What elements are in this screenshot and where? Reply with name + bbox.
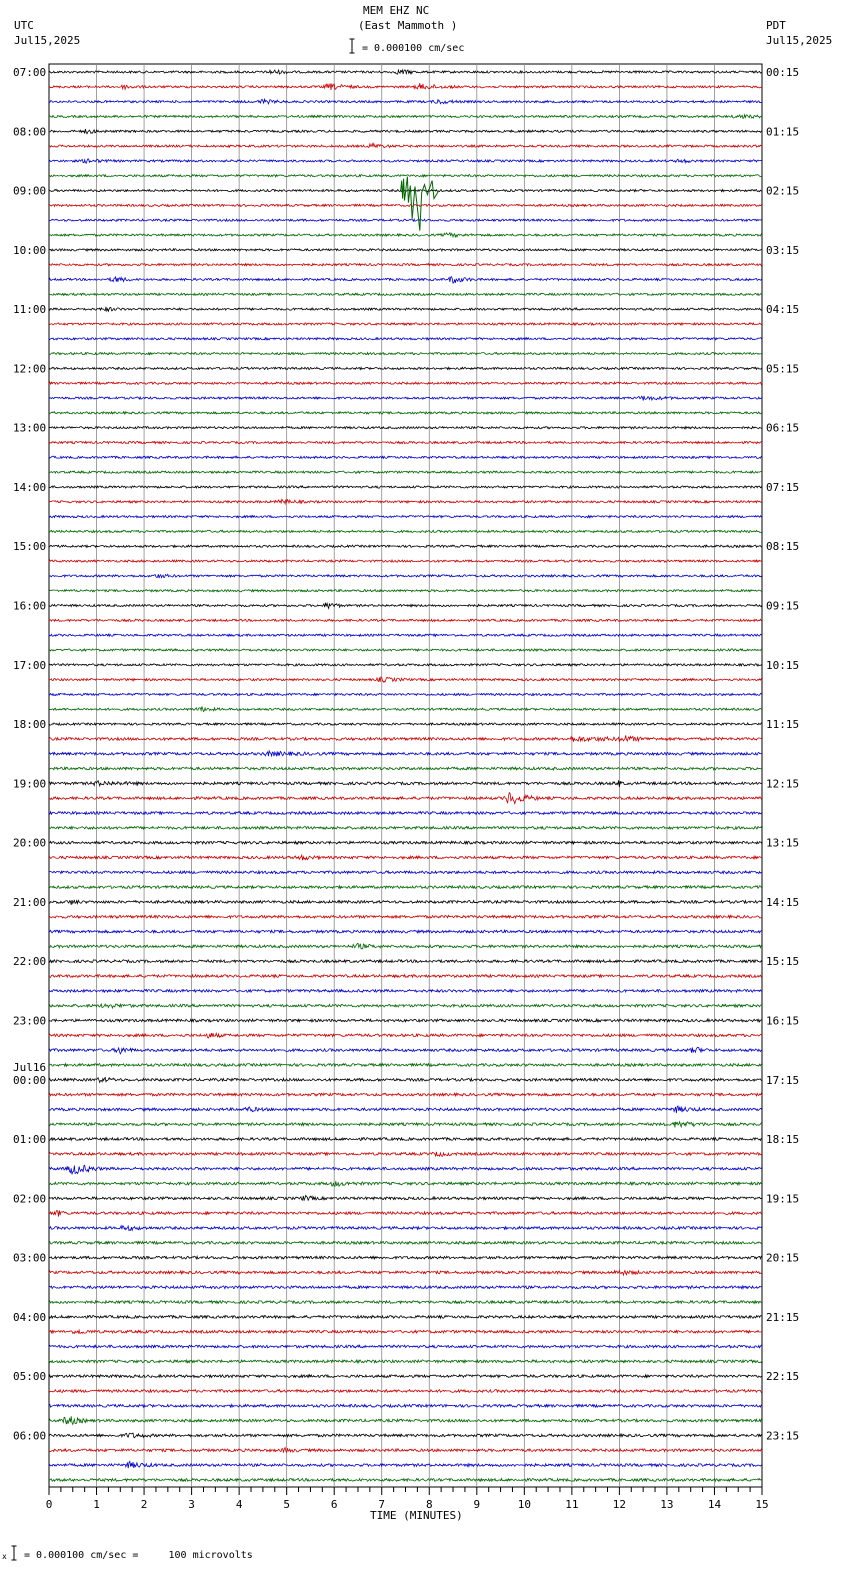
right-hour-label: 05:15	[766, 362, 800, 376]
x-tick-label: 12	[612, 1498, 627, 1511]
plot-frame	[49, 64, 762, 1487]
trace-line	[49, 204, 762, 206]
glitch-spike	[401, 177, 439, 231]
left-hour-label: 19:00	[13, 777, 47, 791]
left-hour-label: 15:00	[13, 540, 47, 554]
right-timezone-label: PDT	[766, 19, 786, 32]
trace-line	[49, 975, 762, 978]
trace-line	[49, 129, 762, 134]
trace-line	[49, 1138, 762, 1141]
right-hour-label: 06:15	[766, 421, 800, 435]
trace-line	[49, 1416, 762, 1424]
right-date-label: Jul15,2025	[766, 34, 833, 47]
right-hour-label: 01:15	[766, 125, 800, 139]
trace-line	[49, 516, 762, 518]
right-hour-label: 09:15	[766, 599, 800, 613]
trace-line	[49, 219, 762, 221]
date-change-label: Jul16	[13, 1060, 47, 1074]
trace-line	[49, 1181, 762, 1186]
trace-line	[49, 144, 762, 148]
trace-line	[49, 530, 762, 532]
trace-line	[49, 751, 762, 756]
left-hour-label: 17:00	[13, 658, 47, 672]
trace-line	[49, 1479, 762, 1482]
trace-line	[49, 412, 762, 414]
x-tick-label: 15	[755, 1498, 769, 1511]
right-hour-label: 23:15	[766, 1429, 800, 1443]
trace-line	[49, 1165, 762, 1174]
left-hour-label: 10:00	[13, 243, 47, 257]
trace-line	[49, 99, 762, 104]
left-hour-label: 11:00	[13, 303, 47, 317]
right-hour-label: 12:15	[766, 777, 800, 791]
left-hour-label: 04:00	[13, 1310, 47, 1324]
x-tick-label: 9	[473, 1498, 481, 1511]
trace-line	[49, 1077, 762, 1082]
trace-line	[49, 603, 762, 608]
trace-line	[49, 735, 762, 741]
trace-line	[49, 1019, 762, 1022]
trace-line	[49, 293, 762, 295]
trace-line	[49, 264, 762, 266]
right-hour-label: 02:15	[766, 184, 800, 198]
trace-line	[49, 1345, 762, 1348]
x-tick-label: 13	[660, 1498, 674, 1511]
trace-line	[49, 323, 762, 325]
trace-line	[49, 780, 762, 787]
trace-line	[49, 427, 762, 429]
footer-scale-note: = 0.000100 cm/sec = 100 microvolts	[24, 1550, 253, 1561]
trace-line	[49, 1033, 762, 1038]
right-hour-label: 07:15	[766, 480, 800, 494]
trace-line	[49, 1210, 762, 1216]
left-hour-label: 20:00	[13, 836, 47, 850]
x-axis-label: TIME (MINUTES)	[370, 1509, 463, 1522]
left-hour-label: 08:00	[13, 125, 47, 139]
trace-line	[49, 159, 762, 163]
trace-line	[49, 943, 762, 948]
right-hour-label: 14:15	[766, 895, 800, 909]
right-hour-label: 22:15	[766, 1370, 800, 1384]
trace-line	[49, 990, 762, 993]
left-hour-label: 07:00	[13, 66, 47, 79]
trace-line	[49, 619, 762, 621]
trace-line	[49, 1448, 762, 1453]
trace-line	[49, 1375, 762, 1378]
trace-line	[49, 1330, 762, 1333]
footer-scale-bar-icon	[11, 1545, 17, 1561]
trace-line	[49, 1226, 762, 1231]
right-hour-label: 17:15	[766, 1073, 800, 1087]
trace-line	[49, 471, 762, 473]
trace-line	[49, 915, 762, 918]
left-hour-label: 01:00	[13, 1133, 47, 1147]
trace-line	[49, 693, 762, 695]
trace-line	[49, 1360, 762, 1363]
left-hour-label: 21:00	[13, 895, 47, 909]
trace-line	[49, 841, 762, 844]
right-hour-label: 20:15	[766, 1251, 800, 1265]
trace-line	[49, 175, 762, 177]
trace-line	[49, 706, 762, 711]
trace-line	[49, 83, 762, 90]
x-tick-label: 2	[140, 1498, 148, 1511]
trace-line	[49, 560, 762, 562]
left-hour-label: 00:00	[13, 1073, 47, 1087]
x-tick-label: 0	[45, 1498, 53, 1511]
right-hour-label: 13:15	[766, 836, 800, 850]
trace-line	[49, 1241, 762, 1244]
trace-line	[49, 1390, 762, 1393]
right-hour-label: 11:15	[766, 718, 800, 732]
left-hour-label: 05:00	[13, 1370, 47, 1384]
scale-note: = 0.000100 cm/sec	[362, 43, 465, 54]
trace-line	[49, 677, 762, 682]
trace-line	[49, 793, 762, 804]
trace-line	[49, 338, 762, 340]
left-hour-label: 12:00	[13, 362, 47, 376]
trace-line	[49, 1461, 762, 1468]
trace-line	[49, 499, 762, 504]
left-timezone-label: UTC	[14, 19, 34, 32]
right-hour-label: 10:15	[766, 658, 800, 672]
x-tick-label: 1	[93, 1498, 100, 1511]
trace-line	[49, 352, 762, 354]
trace-line	[49, 1122, 762, 1128]
trace-line	[49, 486, 762, 488]
trace-line	[49, 812, 762, 815]
trace-line	[49, 456, 762, 458]
right-hour-label: 21:15	[766, 1310, 800, 1324]
right-hour-label: 19:15	[766, 1192, 800, 1206]
trace-line	[49, 1256, 762, 1259]
x-tick-label: 7	[378, 1498, 386, 1511]
trace-line	[49, 886, 762, 889]
trace-line	[49, 1152, 762, 1156]
trace-line	[49, 871, 762, 874]
trace-line	[49, 900, 762, 905]
trace-line	[49, 1093, 762, 1096]
trace-line	[49, 396, 762, 401]
x-tick-label: 3	[188, 1498, 195, 1511]
footer-mark: x	[2, 1552, 7, 1561]
trace-line	[49, 826, 762, 829]
right-hour-label: 15:15	[766, 955, 800, 969]
right-hour-label: 00:15	[766, 66, 800, 79]
trace-line	[49, 590, 762, 592]
left-hour-label: 09:00	[13, 184, 47, 198]
station-location: (East Mammoth )	[358, 19, 458, 32]
right-hour-label: 18:15	[766, 1133, 800, 1147]
left-date-label: Jul15,2025	[14, 34, 81, 47]
trace-line	[49, 1433, 762, 1438]
trace-line	[49, 545, 762, 547]
trace-line	[49, 1004, 762, 1008]
trace-line	[49, 574, 762, 578]
trace-line	[49, 277, 762, 283]
trace-line	[49, 855, 762, 860]
trace-line	[49, 115, 762, 119]
trace-line	[49, 249, 762, 251]
x-tick-label: 10	[517, 1498, 531, 1511]
trace-line	[49, 441, 762, 443]
x-tick-label: 14	[707, 1498, 722, 1511]
right-hour-label: 16:15	[766, 1014, 800, 1028]
left-hour-label: 16:00	[13, 599, 47, 613]
right-hour-label: 08:15	[766, 540, 800, 554]
trace-line	[49, 1301, 762, 1304]
left-hour-label: 18:00	[13, 718, 47, 732]
trace-line	[49, 930, 762, 933]
trace-line	[49, 1106, 762, 1113]
trace-line	[49, 1047, 762, 1054]
trace-line	[49, 723, 762, 725]
trace-line	[49, 367, 762, 369]
trace-line	[49, 233, 762, 237]
trace-line	[49, 649, 762, 651]
right-hour-label: 03:15	[766, 243, 800, 257]
left-hour-label: 14:00	[13, 480, 47, 494]
trace-line	[49, 382, 762, 384]
station-title: MEM EHZ NC	[363, 4, 430, 17]
x-tick-label: 4	[235, 1498, 243, 1511]
trace-line	[49, 307, 762, 311]
left-hour-label: 06:00	[13, 1429, 47, 1443]
left-hour-label: 03:00	[13, 1251, 47, 1265]
trace-line	[49, 1195, 762, 1200]
trace-line	[49, 1271, 762, 1276]
x-tick-label: 6	[330, 1498, 338, 1511]
x-tick-label: 5	[283, 1498, 290, 1511]
left-hour-label: 13:00	[13, 421, 47, 435]
x-tick-label: 11	[565, 1498, 579, 1511]
left-hour-label: 23:00	[13, 1014, 47, 1028]
left-hour-label: 02:00	[13, 1192, 47, 1206]
trace-line	[49, 70, 762, 74]
trace-line	[49, 767, 762, 770]
trace-line	[49, 1286, 762, 1289]
right-hour-label: 04:15	[766, 303, 800, 317]
trace-line	[49, 960, 762, 963]
trace-line	[49, 664, 762, 666]
left-hour-label: 22:00	[13, 955, 47, 969]
x-tick-label: 8	[425, 1498, 433, 1511]
trace-line	[49, 1064, 762, 1067]
trace-line	[49, 634, 762, 636]
trace-line	[49, 1404, 762, 1407]
trace-line	[49, 1316, 762, 1319]
